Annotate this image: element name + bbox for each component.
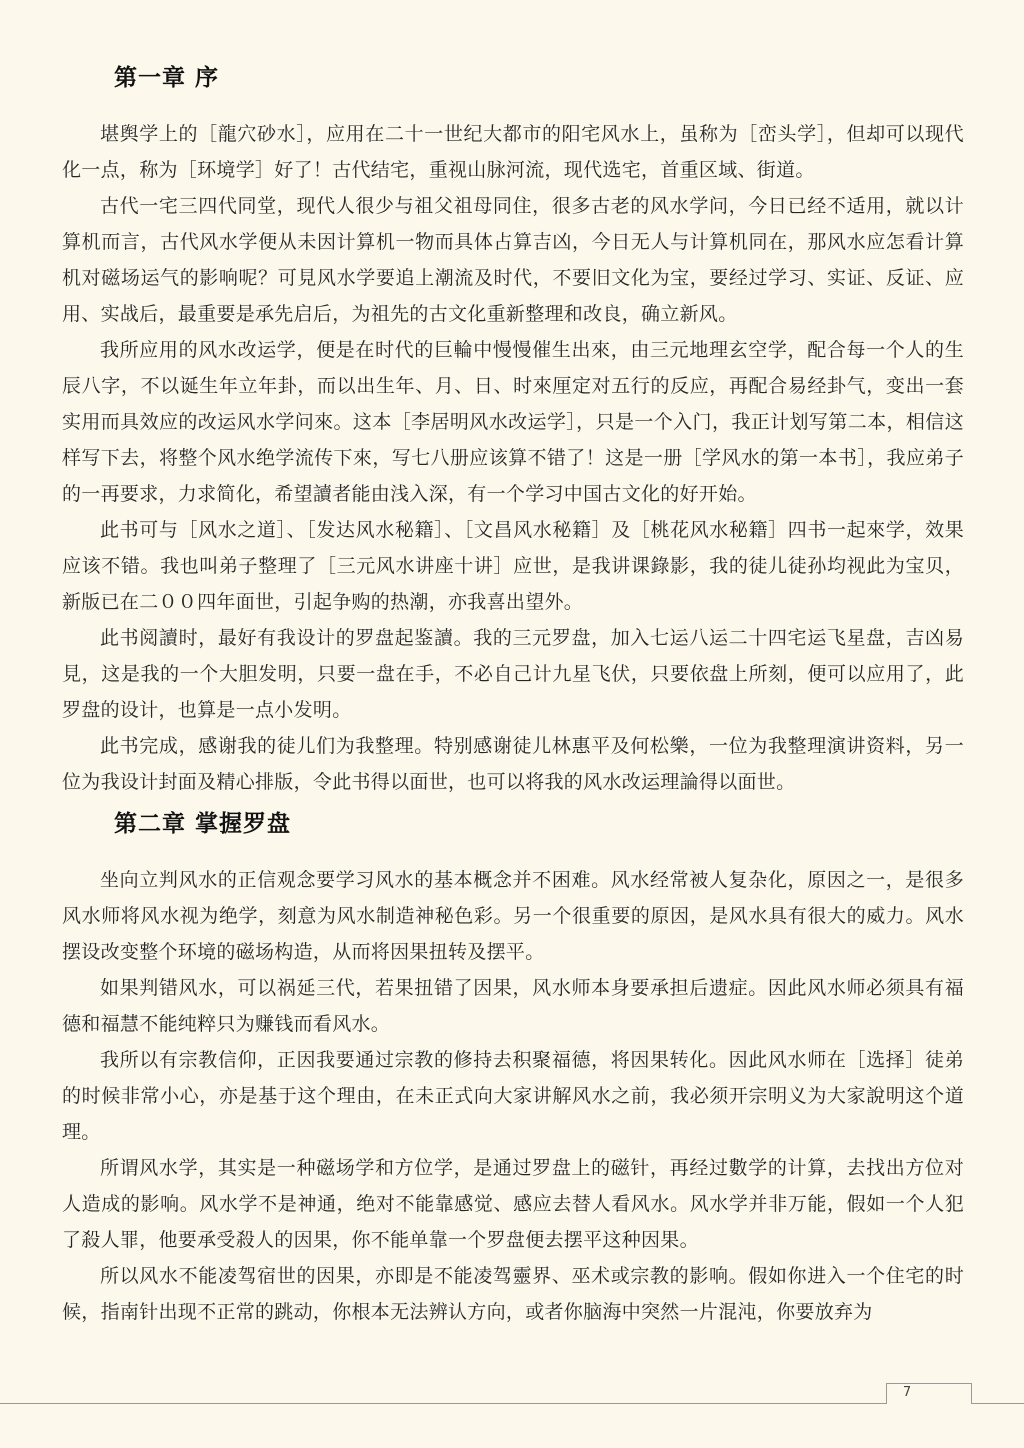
page-number: 7	[902, 1385, 912, 1400]
chapter-1-paragraph: 此书阅讀时，最好有我设计的罗盘起鉴讀。我的三元罗盘，加入七运八运二十四宅运飞星盘，吉凶易見，这是我的一个大胆发明，只要一盘在手，不必自己计九星飞伏，只要依盘上所刻，便可以应用了，此罗盘的设计，也算是一点小发明。	[62, 627, 964, 721]
document-page	[62, 58, 964, 1330]
chapter-1-title: 第一章 序	[114, 65, 220, 91]
chapter-2-paragraph: 所谓风水学，其实是一种磁场学和方位学，是通过罗盘上的磁针，再经过數学的计算，去找出方位对人造成的影响。风水学不是神通，绝对不能靠感觉、感应去替人看风水。风水学并非万能，假如一个人犯了殺人罪，他要承受殺人的因果，你不能单靠一个罗盘便去摆平这种因果。	[62, 1157, 964, 1251]
chapter-2-paragraph: 如果判错风水，可以祸延三代，若果扭错了因果，风水师本身要承担后遗症。因此风水师必须具有福德和福慧不能纯粹只为赚钱而看风水。	[62, 977, 964, 1035]
chapter-1-paragraph: 堪舆学上的［龍穴砂水］，应用在二十一世纪大都市的阳宅风水上，虽称为［峦头学］，但却可以现代化一点，称为［环境学］好了！古代结宅，重视山脉河流，现代选宅，首重区域、街道。	[62, 123, 964, 181]
chapter-2-title: 第二章 掌握罗盘	[114, 811, 292, 837]
chapter-2-paragraph: 所以风水不能凌驾宿世的因果，亦即是不能凌驾靈界、巫术或宗教的影响。假如你进入一个住宅的时候，指南针出现不正常的跳动，你根本无法辨认方向，或者你脑海中突然一片混沌，你要放弃为	[62, 1265, 964, 1323]
chapter-1-paragraph: 古代一宅三四代同堂，现代人很少与祖父祖母同住，很多古老的风水学问，今日已经不适用，就以计算机而言，古代风水学便从未因计算机一物而具体占算吉凶，今日无人与计算机同在，那风水应怎看计算机对磁场运气的影响呢？可見风水学要追上潮流及时代，不要旧文化为宝，要经过学习、实证、反证、应用、实战后，最重要是承先启后，为祖先的古文化重新整理和改良，确立新风。	[62, 195, 964, 325]
chapter-2-paragraph: 坐向立判风水的正信观念要学习风水的基本概念并不困难。风水经常被人复杂化，原因之一，是很多风水师将风水视为绝学，刻意为风水制造神秘色彩。另一个很重要的原因，是风水具有很大的威力。风水摆设改变整个环境的磁场构造，从而将因果扭转及摆平。	[62, 869, 964, 963]
chapter-1-paragraph: 此书可与［风水之道］、［发达风水秘籍］、［文昌风水秘籍］及［桃花风水秘籍］四书一起來学，效果应该不错。我也叫弟子整理了［三元风水讲座十讲］应世，是我讲课錄影，我的徒儿徒孙均视此为宝贝，新版已在二００四年面世，引起争购的热潮，亦我喜出望外。	[62, 519, 964, 613]
chapter-1-paragraph: 此书完成，感谢我的徒儿们为我整理。特别感谢徒儿林惠平及何松樂，一位为我整理演讲资料，另一位为我设计封面及精心排版，令此书得以面世，也可以将我的风水改运理論得以面世。	[62, 735, 964, 793]
chapter-1-paragraph: 我所应用的风水改运学，便是在时代的巨輪中慢慢催生出來，由三元地理玄空学，配合每一个人的生辰八字，不以诞生年立年卦，而以出生年、月、日、时來厘定对五行的反应，再配合易经卦气，变出一套实用而具效应的改运风水学问來。这本［李居明风水改运学］，只是一个入门，我正计划写第二本，相信这样写下去，将整个风水绝学流传下來，写七八册应该算不错了！这是一册［学风水的第一本书］，我应弟子的一再要求，力求简化，希望讀者能由浅入深，有一个学习中国古文化的好开始。	[62, 339, 964, 505]
chapter-2-paragraph: 我所以有宗教信仰，正因我要通过宗教的修持去积聚福德，将因果转化。因此风水师在［选择］徒弟的时候非常小心，亦是基于这个理由，在未正式向大家讲解风水之前，我必须开宗明义为大家說明这个道理。	[62, 1049, 964, 1143]
footer-rule	[0, 1403, 1024, 1404]
